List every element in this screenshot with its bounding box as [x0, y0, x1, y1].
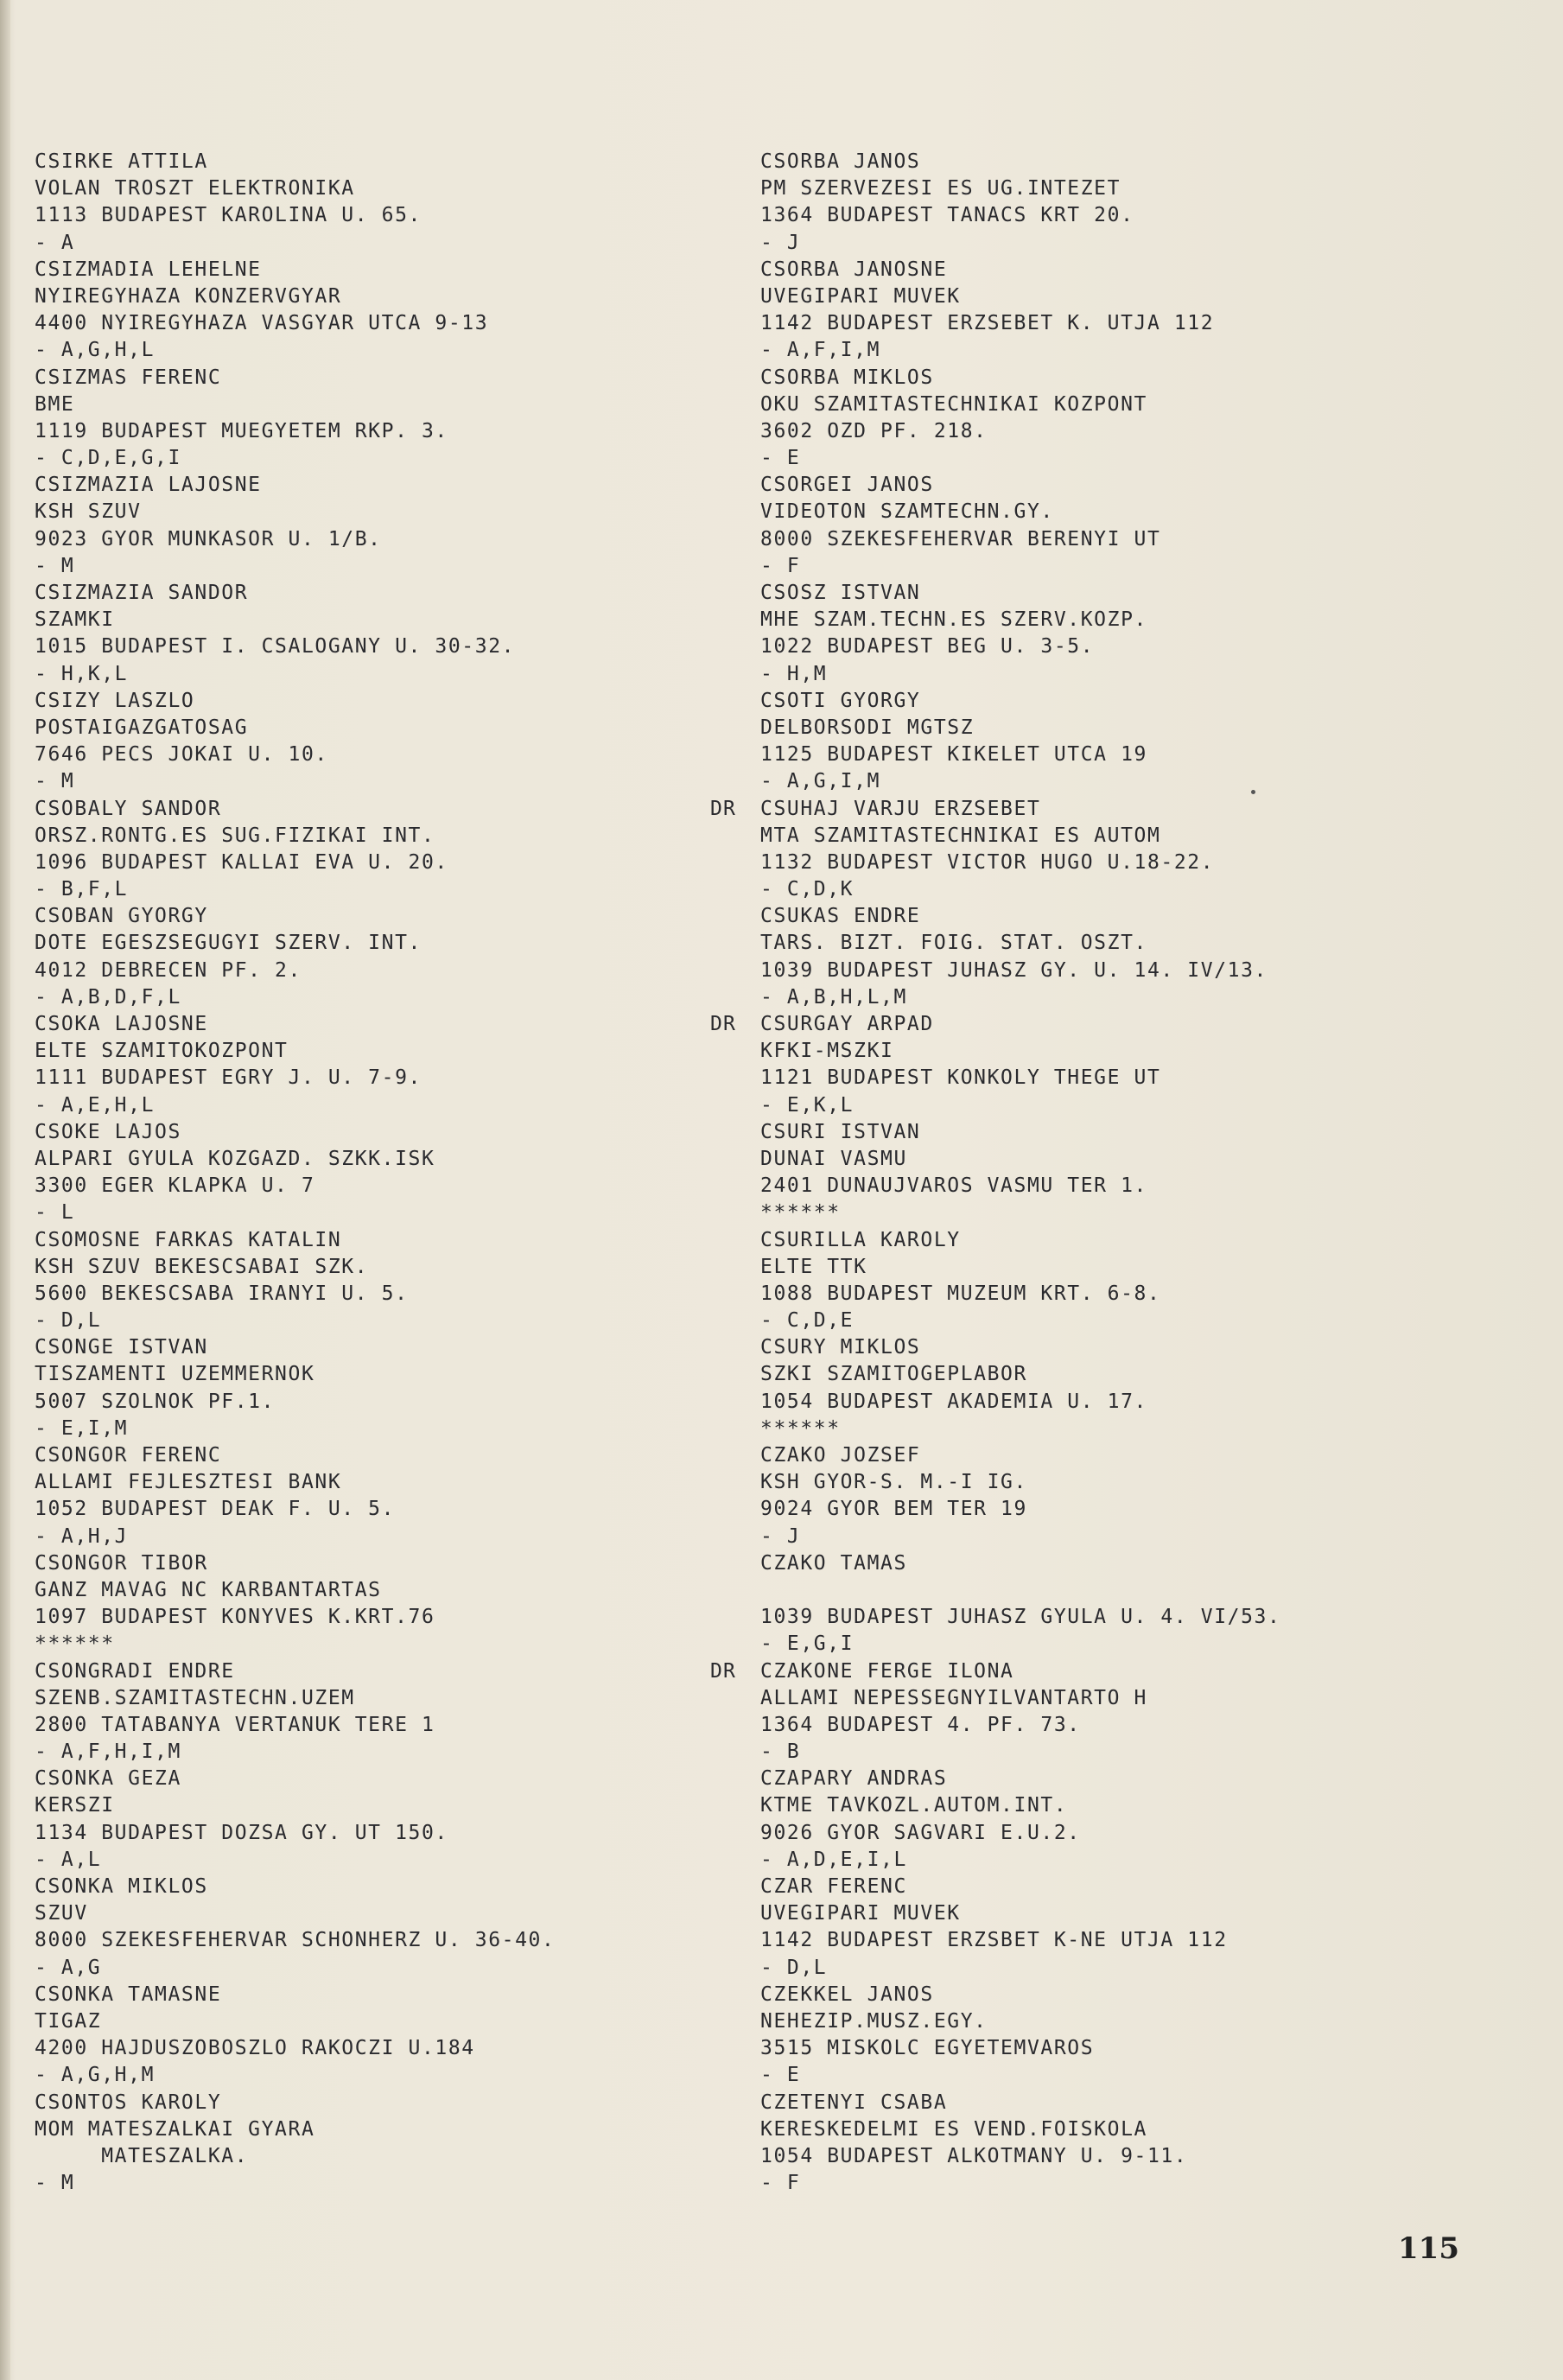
page-number: 115: [1398, 2231, 1459, 2266]
entry-org: GANZ MAVAG NC KARBANTARTAS: [35, 1578, 382, 1601]
entry-codes: - E,G,I: [760, 1632, 855, 1656]
entry-address: 1119 BUDAPEST MUEGYETEM RKP. 3.: [35, 419, 448, 442]
directory-entry: [760, 149, 1521, 257]
directory-entry: [710, 1011, 1521, 1119]
entry-name: CSORBA MIKLOS: [760, 366, 934, 389]
entry-codes: - J: [760, 1524, 801, 1548]
entry-address: 7646 PECS JOKAI U. 10.: [35, 743, 328, 767]
entry-codes: - M: [35, 2172, 75, 2195]
entry-name: CSORBA JANOSNE: [760, 258, 948, 281]
entry-address: 1096 BUDAPEST KALLAI EVA U. 20.: [35, 850, 448, 874]
entry-codes: - A,H,J: [35, 1524, 129, 1548]
directory-entry: [760, 688, 1521, 796]
entry-name: CSONGOR TIBOR: [35, 1551, 208, 1575]
entry-org: BME: [35, 392, 75, 416]
directory-entry: [35, 1442, 708, 1550]
entry-name: CSOTI GYORGY: [760, 689, 921, 712]
entry-org: DUNAI VASMU: [760, 1147, 907, 1170]
entry-org: UVEGIPARI MUVEK: [760, 1902, 961, 1925]
entry-org: ELTE SZAMITOKOZPONT: [35, 1040, 289, 1063]
directory-entry: [760, 257, 1521, 365]
entry-address: 1054 BUDAPEST ALKOTMANY U. 9-11.: [760, 2144, 1188, 2167]
entry-address: 9026 GYOR SAGVARI E.U.2.: [760, 1821, 1081, 1844]
directory-entry: [35, 796, 708, 904]
directory-entry: [760, 580, 1521, 688]
entry-org: POSTAIGAZGATOSAG: [35, 716, 249, 739]
entry-name: CSIZY LASZLO: [35, 689, 195, 712]
entry-name: CSURGAY ARPAD DR: [760, 1011, 1521, 1038]
entry-codes: - M: [35, 554, 75, 577]
directory-entry: [35, 580, 708, 688]
entry-address: 3515 MISKOLC EGYETEMVAROS: [760, 2037, 1095, 2060]
entry-org: ORSZ.RONTG.ES SUG.FIZIKAI INT.: [35, 824, 435, 847]
entry-codes: - E,K,L: [760, 1093, 855, 1117]
entry-codes: - A,D,E,I,L: [760, 1848, 907, 1871]
directory-entry: [760, 1119, 1521, 1227]
entry-org: MTA SZAMITASTECHNIKAI ES AUTOM: [760, 824, 1161, 847]
entry-address: 4400 NYIREGYHAZA VASGYAR UTCA 9-13: [35, 312, 489, 335]
entry-codes: - C,D,E: [760, 1309, 855, 1333]
entry-codes: - A,B,D,F,L: [35, 985, 181, 1009]
entry-org: SZKI SZAMITOGEPLABOR: [760, 1363, 1027, 1386]
directory-entry: [760, 1766, 1521, 1874]
entry-org: [760, 1577, 1521, 1604]
entry-org: ALLAMI NEPESSEGNYILVANTARTO H: [760, 1686, 1147, 1709]
entry-name: CSOBAN GYORGY: [35, 905, 208, 928]
directory-entry: [35, 1874, 708, 1982]
entry-address: 1364 BUDAPEST 4. PF. 73.: [760, 1713, 1081, 1736]
entry-name: CZAR FERENC: [760, 1875, 907, 1898]
entry-name: CSURILLA KAROLY: [760, 1228, 961, 1251]
entry-org: MOM MATESZALKAI GYARA: [35, 2117, 315, 2141]
entry-name: CSOKE LAJOS: [35, 1120, 181, 1143]
entry-codes: - A,F,I,M: [760, 339, 881, 362]
entry-org: DELBORSODI MGTSZ: [760, 716, 975, 739]
entry-name: CSOKA LAJOSNE: [35, 1013, 208, 1035]
entry-name: CZAKONE FERGE ILONA DR: [760, 1658, 1521, 1685]
directory-entry: [760, 1982, 1521, 2090]
entry-name: CSORGEI JANOS: [760, 474, 934, 497]
entry-org: DOTE EGESZSEGUGYI SZERV. INT.: [35, 932, 422, 955]
entry-org: ELTE TTK: [760, 1255, 867, 1278]
entry-codes: - D,L: [760, 1956, 828, 1979]
directory-entry: [35, 1227, 708, 1335]
entry-name: CSONGRADI ENDRE: [35, 1659, 235, 1683]
directory-entry: [35, 257, 708, 365]
entry-codes: - A,G,I,M: [760, 770, 881, 793]
directory-entry: [760, 903, 1521, 1011]
entry-org: VIDEOTON SZAMTECHN.GY.: [760, 500, 1054, 524]
entry-address: 1132 BUDAPEST VICTOR HUGO U.18-22.: [760, 850, 1215, 874]
entry-org: NEHEZIP.MUSZ.EGY.: [760, 2009, 988, 2033]
entry-org: KFKI-MSZKI: [760, 1040, 894, 1063]
entry-address: 8000 SZEKESFEHERVAR BERENYI UT: [760, 527, 1161, 550]
entry-name: CZETENYI CSABA: [760, 2090, 948, 2114]
entry-org: KSH SZUV BEKESCSABAI SZK.: [35, 1255, 369, 1278]
entry-codes: - F: [760, 2172, 801, 2195]
entry-address: 1113 BUDAPEST KAROLINA U. 65.: [35, 204, 422, 227]
entry-codes: - E: [760, 447, 801, 470]
entry-name: CSUHAJ VARJU ERZSEBET DR: [760, 796, 1521, 823]
directory-entry: [760, 2090, 1521, 2198]
entry-codes: ******: [760, 1416, 841, 1440]
entry-address: 2800 TATABANYA VERTANUK TERE 1: [35, 1713, 435, 1736]
entry-codes: - J: [760, 231, 801, 254]
entry-codes: - A,G,H,M: [35, 2064, 156, 2087]
entry-name: CSURY MIKLOS: [760, 1336, 921, 1359]
entry-org: SZENB.SZAMITASTECHN.UZEM: [35, 1686, 355, 1709]
entry-name: CSONGE ISTVAN: [35, 1336, 208, 1359]
directory-entry: [35, 365, 708, 473]
entry-org: KSH GYOR-S. M.-I IG.: [760, 1471, 1027, 1494]
entry-address: 5600 BEKESCSABA IRANYI U. 5.: [35, 1282, 409, 1305]
directory-entry: [760, 1334, 1521, 1442]
entry-address: 4012 DEBRECEN PF. 2.: [35, 958, 302, 982]
entry-name: CSIZMADIA LEHELNE: [35, 258, 262, 281]
entry-address: 1088 BUDAPEST MUZEUM KRT. 6-8.: [760, 1282, 1161, 1305]
entry-title-prefix: DR: [710, 1659, 737, 1683]
entry-codes: - F: [760, 554, 801, 577]
entry-address: 5007 SZOLNOK PF.1.: [35, 1390, 276, 1413]
directory-entry: [35, 1982, 708, 2090]
directory-entry: [35, 1334, 708, 1442]
entry-org: VOLAN TROSZT ELEKTRONIKA: [35, 177, 355, 200]
entry-codes: - H,M: [760, 662, 828, 685]
entry-address: 1022 BUDAPEST BEG U. 3-5.: [760, 635, 1095, 659]
entry-org: MHE SZAM.TECHN.ES SZERV.KOZP.: [760, 608, 1147, 632]
entry-name: CSOSZ ISTVAN: [760, 582, 921, 604]
directory-entry: [710, 796, 1521, 904]
directory-entry: [35, 1011, 708, 1119]
entry-org: TARS. BIZT. FOIG. STAT. OSZT.: [760, 932, 1147, 955]
entry-org: ALPARI GYULA KOZGAZD. SZKK.ISK: [35, 1147, 435, 1170]
entry-codes: - L: [35, 1201, 75, 1225]
entry-address: 1134 BUDAPEST DOZSA GY. UT 150.: [35, 1821, 448, 1844]
entry-codes: - A,G,H,L: [35, 339, 156, 362]
directory-entry: [760, 1874, 1521, 1982]
entry-address: 1039 BUDAPEST JUHASZ GYULA U. 4. VI/53.: [760, 1606, 1281, 1629]
entry-org: UVEGIPARI MUVEK: [760, 284, 961, 308]
entry-address: 1142 BUDAPEST ERZSBET K-NE UTJA 112: [760, 1929, 1228, 1952]
entry-org: ALLAMI FEJLESZTESI BANK: [35, 1471, 342, 1494]
entry-address: MATESZALKA.: [35, 2144, 249, 2167]
entry-org: KSH SZUV: [35, 500, 142, 524]
directory-entry: [35, 1658, 708, 1766]
entry-name: CZAPARY ANDRAS: [760, 1767, 948, 1791]
entry-codes: - A,G: [35, 1956, 102, 1979]
entry-name: CSONGOR FERENC: [35, 1444, 222, 1467]
entry-name: CSONTOS KAROLY: [35, 2090, 222, 2114]
entry-org: OKU SZAMITASTECHNIKAI KOZPONT: [760, 392, 1147, 416]
entry-codes: - A,B,H,L,M: [760, 985, 907, 1009]
directory-entry: [35, 1119, 708, 1227]
entry-codes: - H,K,L: [35, 662, 129, 685]
left-column: [35, 149, 708, 2197]
entry-address: 9024 GYOR BEM TER 19: [760, 1498, 1027, 1521]
directory-entry: [35, 1766, 708, 1874]
entry-address: 2401 DUNAUJVAROS VASMU TER 1.: [760, 1174, 1147, 1198]
entry-address: 1097 BUDAPEST KONYVES K.KRT.76: [35, 1606, 435, 1629]
entry-org: TIGAZ: [35, 2009, 102, 2033]
entry-codes: - A,L: [35, 1848, 102, 1871]
entry-codes: - A: [35, 231, 75, 254]
entry-codes: - E: [760, 2064, 801, 2087]
directory-entry: [35, 2090, 708, 2198]
entry-address: 1039 BUDAPEST JUHASZ GY. U. 14. IV/13.: [760, 958, 1268, 982]
entry-org: TISZAMENTI UZEMMERNOK: [35, 1363, 315, 1386]
directory-entry: [710, 1658, 1521, 1766]
right-column: [710, 149, 1521, 2197]
entry-name: CZAKO TAMAS: [760, 1551, 907, 1575]
entry-address: 1015 BUDAPEST I. CSALOGANY U. 30-32.: [35, 635, 516, 659]
entry-org: KERSZI: [35, 1794, 115, 1817]
entry-address: 3300 EGER KLAPKA U. 7: [35, 1174, 315, 1198]
entry-codes: - C,D,E,G,I: [35, 447, 181, 470]
entry-address: 1121 BUDAPEST KONKOLY THEGE UT: [760, 1066, 1161, 1090]
entry-name: CSIZMAS FERENC: [35, 366, 222, 389]
entry-codes: - A,F,H,I,M: [35, 1740, 181, 1764]
directory-entry: [35, 1550, 708, 1658]
directory-entry: [760, 472, 1521, 580]
entry-codes: - C,D,K: [760, 878, 855, 901]
entry-address: 1052 BUDAPEST DEAK F. U. 5.: [35, 1498, 396, 1521]
entry-name: CZAKO JOZSEF: [760, 1444, 921, 1467]
entry-org: SZAMKI: [35, 608, 115, 632]
directory-entry: [35, 903, 708, 1011]
entry-name: CSONKA GEZA: [35, 1767, 181, 1791]
entry-org: NYIREGYHAZA KONZERVGYAR: [35, 284, 342, 308]
entry-codes: - E,I,M: [35, 1416, 129, 1440]
directory-entry: [760, 1550, 1521, 1658]
entry-codes: - B,F,L: [35, 878, 129, 901]
entry-address: 3602 OZD PF. 218.: [760, 419, 988, 442]
entry-name: CSURI ISTVAN: [760, 1120, 921, 1143]
entry-title-prefix: DR: [710, 1013, 737, 1035]
entry-name: CSIZMAZIA LAJOSNE: [35, 474, 262, 497]
entry-codes: - A,E,H,L: [35, 1093, 156, 1117]
entry-name: CSORBA JANOS: [760, 150, 921, 173]
entry-address: 9023 GYOR MUNKASOR U. 1/B.: [35, 527, 382, 550]
page-spine-shadow: [0, 0, 10, 2380]
directory-entry: [35, 149, 708, 257]
entry-name: CSUKAS ENDRE: [760, 905, 921, 928]
entry-address: 1125 BUDAPEST KIKELET UTCA 19: [760, 743, 1147, 767]
entry-name: CSOBALY SANDOR: [35, 797, 222, 820]
entry-address: 4200 HAJDUSZOBOSZLO RAKOCZI U.184: [35, 2037, 475, 2060]
directory-entry: [35, 688, 708, 796]
entry-address: 1054 BUDAPEST AKADEMIA U. 17.: [760, 1390, 1147, 1413]
entry-address: 1111 BUDAPEST EGRY J. U. 7-9.: [35, 1066, 422, 1090]
entry-codes: ******: [760, 1201, 841, 1225]
entry-name: CSIRKE ATTILA: [35, 150, 208, 173]
directory-entry: [760, 365, 1521, 473]
entry-address: 1364 BUDAPEST TANACS KRT 20.: [760, 204, 1134, 227]
entry-org: SZUV: [35, 1902, 88, 1925]
directory-entry: [760, 1442, 1521, 1550]
entry-name: CSOMOSNE FARKAS KATALIN: [35, 1228, 342, 1251]
entry-org: KERESKEDELMI ES VEND.FOISKOLA: [760, 2117, 1147, 2141]
entry-codes: - B: [760, 1740, 801, 1764]
entry-address: 8000 SZEKESFEHERVAR SCHONHERZ U. 36-40.: [35, 1929, 556, 1952]
entry-name: CZEKKEL JANOS: [760, 1982, 934, 2006]
entry-org: KTME TAVKOZL.AUTOM.INT.: [760, 1794, 1068, 1817]
entry-name: CSONKA MIKLOS: [35, 1875, 208, 1898]
entry-codes: - M: [35, 770, 75, 793]
entry-address: 1142 BUDAPEST ERZSEBET K. UTJA 112: [760, 312, 1215, 335]
entry-org: PM SZERVEZESI ES UG.INTEZET: [760, 177, 1121, 200]
entry-name: CSONKA TAMASNE: [35, 1982, 222, 2006]
entry-title-prefix: DR: [710, 797, 737, 820]
entry-codes: ******: [35, 1632, 115, 1656]
directory-entry: [35, 472, 708, 580]
directory-entry: [760, 1227, 1521, 1335]
entry-codes: - D,L: [35, 1309, 102, 1333]
entry-name: CSIZMAZIA SANDOR: [35, 582, 249, 604]
